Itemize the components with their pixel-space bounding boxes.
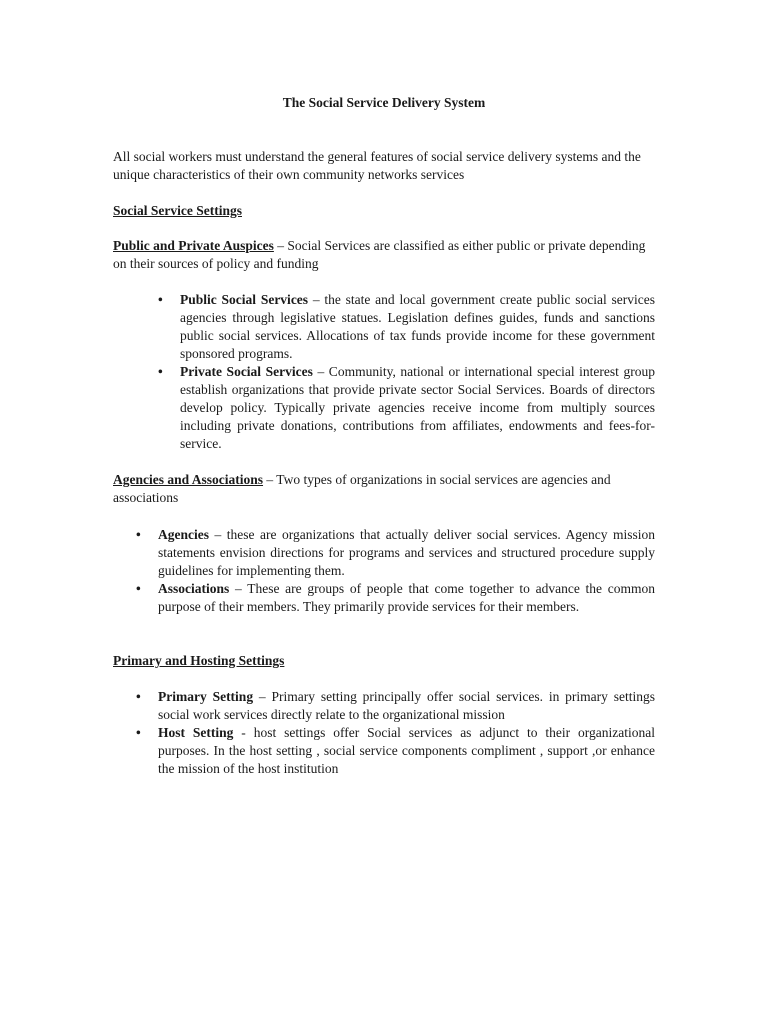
list-item-term: Primary Setting: [158, 689, 254, 704]
list-item: [158, 363, 655, 453]
bullet-icon: •: [136, 527, 141, 542]
list-item: [158, 291, 655, 363]
agencies-term: Agencies and Associations: [113, 472, 264, 487]
list-item: [136, 724, 655, 778]
section-heading-text: Primary and Hosting Settings: [113, 653, 285, 668]
list-item: [136, 688, 655, 724]
list-item: [136, 526, 655, 580]
bullet-icon: •: [136, 725, 141, 740]
auspices-term: Public and Private Auspices: [113, 238, 274, 253]
document-title: The Social Service Delivery System: [282, 95, 486, 110]
bullet-icon: •: [136, 689, 141, 704]
list-item-text: - host settings offer Social services as adjunct to their organizational purposes. In the host setting , social service components compliment , support ,or enhance the mission of the host institution: [158, 725, 655, 776]
agencies-paragraph: [113, 471, 655, 507]
section-heading-primary-hosting: [113, 652, 655, 670]
settings-list: [136, 688, 655, 778]
list-item-term: Host Setting: [158, 725, 234, 740]
section-heading-text: Social Service Settings: [113, 203, 242, 218]
list-item-term: Public Social Services: [180, 292, 309, 307]
bullet-icon: •: [158, 364, 163, 379]
agencies-text: – Two types of organizations in social services are agencies and associations: [113, 472, 611, 505]
intro-paragraph: All social workers must understand the general features of social service delivery systems and the unique characteristics of their own community networks services: [113, 149, 641, 182]
list-item-term: Associations: [158, 581, 230, 596]
agencies-list: [136, 526, 655, 616]
list-item: [136, 580, 655, 616]
list-item-term: Agencies: [158, 527, 209, 542]
bullet-icon: •: [158, 292, 163, 307]
auspices-paragraph: [113, 237, 655, 273]
bullet-icon: •: [136, 581, 141, 596]
list-item-text: – these are organizations that actually deliver social services. Agency mission statements envision directions for programs and services and structured procedure supply guidelines for implementing them.: [158, 527, 655, 578]
list-item-text: – Primary setting principally offer social services. in primary settings social work services directly relate to the organizational mission: [158, 689, 655, 722]
list-item-text: – the state and local government create public social services agencies through legislative statues. Legislation defines guides, funds and sanctions public social services. Allocations of tax funds provide income for these government sponsored programs.: [180, 292, 655, 361]
auspices-text: – Social Services are classified as either public or private depending on their sources of policy and funding: [113, 238, 646, 271]
section-heading-settings: [113, 202, 655, 220]
list-item-text: – These are groups of people that come together to advance the common purpose of their members. They primarily provide services for their members.: [158, 581, 655, 614]
list-item-term: Private Social Services: [180, 364, 313, 379]
auspices-list: [158, 291, 655, 453]
list-item-text: – Community, national or international special interest group establish organizations that provide private sector Social Services. Boards of directors develop policy. Typically private agencies receive income from multiply sources including private donations, contributions from affiliates, endowments and fees-for-service.: [180, 364, 655, 451]
